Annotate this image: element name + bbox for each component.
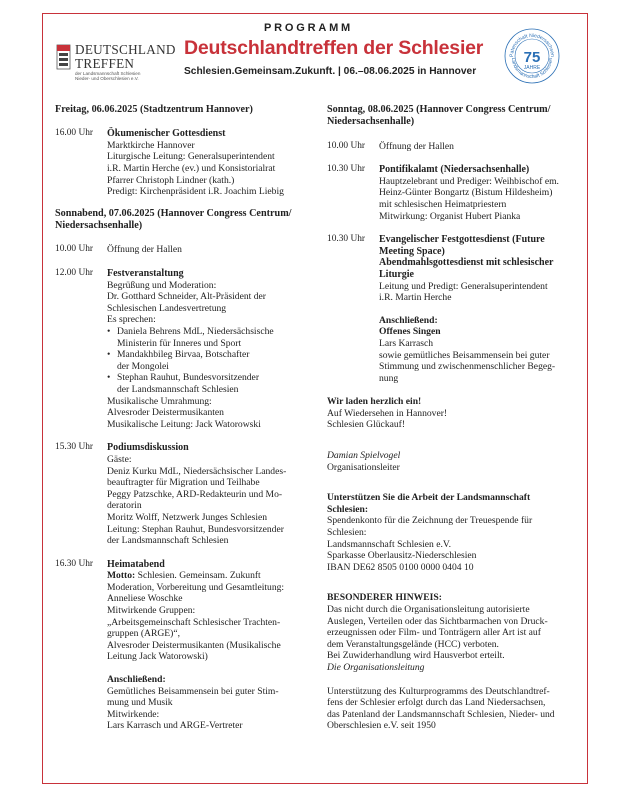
svg-text:75: 75 [523, 49, 541, 66]
list-item: • Stephan Rauhut, Bundesvorsitzender der Landsmannschaft Schlesien [107, 372, 315, 395]
invitation-block: Wir laden herzlich ein! Auf Wiedersehen in Hannover! Schlesien Glückauf! [327, 396, 448, 431]
event-time: 10.00 Uhr [327, 140, 366, 151]
logo-subtext: der Landsmannschaft Schlesien Nieder- und Oberschlesien e.V. [75, 71, 141, 82]
event-time: 16.30 Uhr [55, 558, 94, 569]
event-time: 15.30 Uhr [55, 442, 94, 453]
iban: IBAN DE62 8505 0100 0000 0404 10 [327, 561, 474, 573]
event-pontifikalamt: 10.30 Uhr Pontifikalamt (Niedersachsenhalle) Hauptzelebrant und Prediger: Weihbischof em. Heinz-Günter Bongartz (Bistum Hildesheim) mit schlesischen Heimatpriestern Mitwirkung: Organist Hubert Pianka [327, 164, 585, 222]
event-time: 12.00 Uhr [55, 268, 94, 279]
list-item: • Mandakhbileg Birvaa, Botschafter der Mongolei [107, 349, 315, 372]
notice-block: BESONDERER HINWEIS: Das nicht durch die Organisationsleitung autorisierte Auslegen, Verteilen oder das Sichtbarmachen von Druck- erzeugnissen oder Film- und Tonträgern aller Art ist auf dem Veranstaltungsgelände (HCC) verboten. Bei Zuwiderhandlung wird Hausverbot erteilt. Die Organisationsleitung [327, 592, 548, 673]
page-title: Deutschlandtreffen der Schlesier [184, 37, 484, 59]
event-heimatabend: 16.30 Uhr Heimatabend Motto: Schlesien. Gemeinsam. Zukunft Moderation, Vorbereitung und Gesamtleitung: Anneliese Woschke Mitwirkende Gruppen: „Arbeitsgemeinschaft Schlesischer Trachten- gruppen (ARGE)“, Alvesroder Deistermusikanten (Musikalische Leitung Jack Watorowski) Anschließend: Gemütliches Beisammensein bei guter Stim- mung und Musik Mitwirkende: Lars Karrasch und ARGE-Vertreter [55, 559, 315, 732]
list-item: • Daniela Behrens MdL, Niedersächsische Ministerin für Inneres und Sport [107, 326, 315, 349]
event-ecumenical-service: 16.00 Uhr Ökumenischer Gottesdienst Marktkirche Hannover Liturgische Leitung: Generalsuperintendent i.R. Martin Herche (ev.) und Konsistorialrat Pfarrer Christoph Lindner (kath.) Predigt: Kirchenpräsident i.R. Joachim Liebig [55, 128, 315, 198]
svg-text:Landsmannschaft Schlesien: Landsmannschaft Schlesien [509, 57, 555, 81]
svg-text:JAHRE: JAHRE [523, 65, 541, 71]
donation-block: Unterstützen Sie die Arbeit der Landsmannschaft Schlesien: Spendenkonto für die Zeichnung der Treuespende für Schlesien: Landsmannschaft Schlesien e.V. Sparkasse Oberlausitz-Niederschlesien IBAN DE62 8505 0100 0000 0404 10 [327, 492, 585, 573]
signer-name: Damian Spielvogel [327, 450, 401, 462]
event-time: 10.00 Uhr [55, 244, 94, 255]
event-title: Ökumenischer Gottesdienst [107, 128, 226, 140]
svg-text:Patenschaft Niedersachsen: Patenschaft Niedersachsen [508, 32, 556, 58]
event-title: Podiumsdiskussion [107, 442, 189, 454]
day-heading-friday: Freitag, 06.06.2025 (Stadtzentrum Hannover) [55, 104, 253, 115]
event-opening-halls: 10.00 Uhr Öffnung der Hallen [55, 244, 182, 256]
event-time: 10.30 Uhr [327, 164, 366, 175]
event-podiumsdiskussion: 15.30 Uhr Podiumsdiskussion Gäste: Deniz Kurku MdL, Niedersächsischer Landes- beauftragter für Migration und Teilhabe Peggy Patzschke, ARD-Redakteurin und Mo- deratorin Moritz Wolff, Netzwerk Junges Schlesien Leitung: Stephan Rauhut, Bundesvorsitzender der Landsmannschaft Schlesien [55, 442, 315, 546]
right-column [327, 104, 585, 732]
logo-word-treffen: TREFFEN [75, 56, 135, 71]
event-title: Pontifikalamt (Niedersachsenhalle) [379, 164, 530, 176]
speaker-list [107, 326, 315, 396]
event-opening-halls-sunday: 10.00 Uhr Öffnung der Hallen [327, 140, 454, 152]
event-title: Festveranstaltung [107, 268, 184, 280]
day-heading-sunday: Sonntag, 08.06.2025 (Hannover Congress Centrum/ Niedersachsenhalle) [327, 104, 551, 128]
left-column [55, 104, 315, 732]
signer-role: Organisationsleiter [327, 461, 400, 473]
event-title: Heimatabend [107, 558, 165, 570]
page-subtitle: Schlesien.Gemeinsam.Zukunft. | 06.–08.06.2025 in Hannover [184, 66, 477, 77]
event-festveranstaltung: 12.00 Uhr Festveranstaltung Begrüßung und Moderation: Dr. Gotthard Schneider, Alt-Präsident der Schlesischen Landesvertretung Es sprechen: • Daniela Behrens MdL, Niedersächsische Ministerin für Inneres und Sport • Mandakhbileg Birvaa, Botschafter der Mongolei • Stephan Rauhut, Bundesvorsitzender der Landsmannschaft Schlesien Musikalische Umrahmung: Alvesroder Deistermusikanten Musikalische Leitung: Jack Watorowski [55, 268, 315, 430]
signature-block [327, 450, 585, 473]
programm-label: PROGRAMM [263, 22, 353, 34]
event-festgottesdienst: 10.30 Uhr Evangelischer Festgottesdienst (Future Meeting Space) Abendmahlsgottesdienst mit schlesischer Liturgie Leitung und Predigt: Generalsuperintendent i.R. Martin Herche Anschließend: Offenes Singen Lars Karrasch sowie gemütliches Beisammensein bei guter Stimmung und zwischenmenschlicher Begeg- nung [327, 234, 556, 384]
day-heading-saturday: Sonnabend, 07.06.2025 (Hannover Congress Centrum/ Niedersachsenhalle) [55, 207, 292, 232]
event-time: 16.00 Uhr [55, 128, 94, 139]
coat-of-arms-icon [56, 44, 71, 70]
funding-note: Unterstützung des Kulturprogramms des Deutschlandtref- fens der Schlesier erfolgt durch das Land Niedersachsen, das Patenland der Landsmannschaft Schlesien, Nieder- und Oberschlesien e.V. seit 1950 [327, 685, 555, 732]
anniversary-seal-icon [504, 28, 560, 84]
event-time: 10.30 Uhr [327, 234, 366, 245]
deutschlandtreffen-logo [56, 42, 176, 84]
logo-word-deutschland: DEUTSCHLAND [75, 42, 176, 57]
